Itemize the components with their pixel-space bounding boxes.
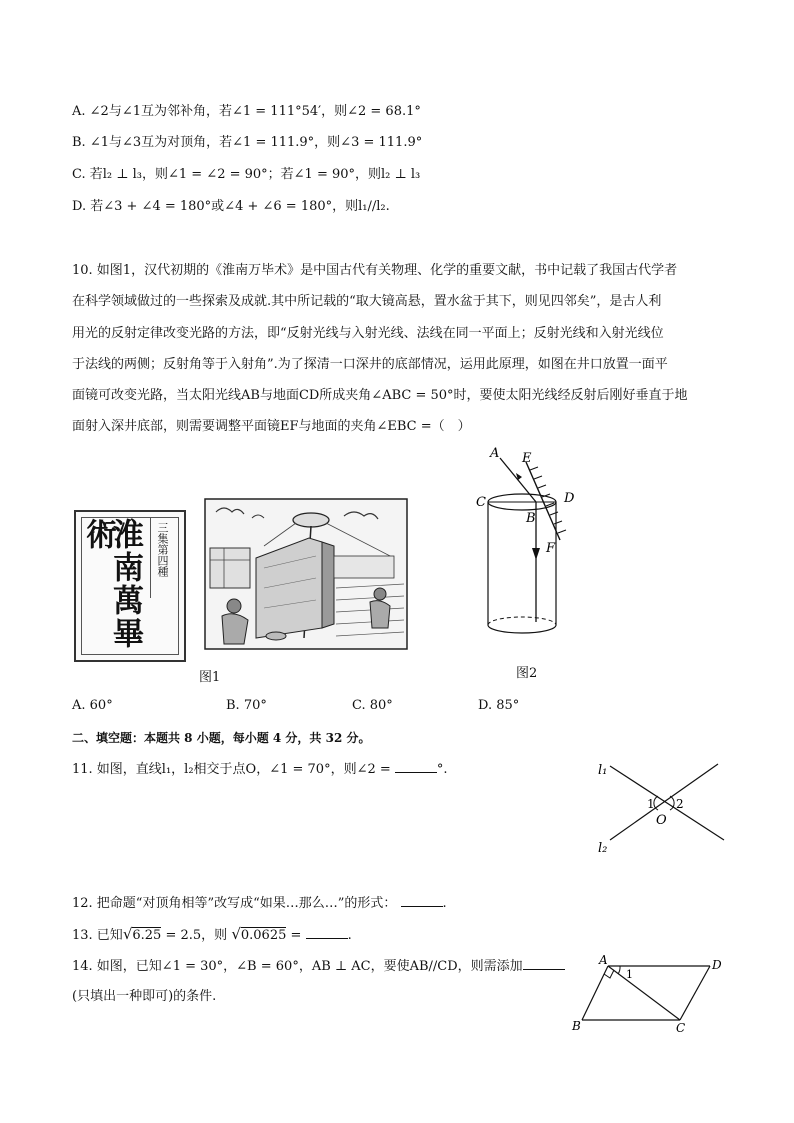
label-b: B xyxy=(572,1019,581,1033)
book-cover-image xyxy=(74,510,186,662)
q14-line-1 xyxy=(72,957,565,976)
q12-text xyxy=(72,894,447,913)
q10-option-d: D. 85° xyxy=(478,698,520,713)
q9-option-a: A. ∠2与∠1互为邻补角，若∠1 = 111°54′，则∠2 = 68.1° xyxy=(72,104,421,119)
intersecting-lines-diagram xyxy=(592,758,732,856)
label-a: A xyxy=(599,953,608,967)
q11-text xyxy=(72,760,448,779)
radicand-1: 6.25 xyxy=(132,928,162,943)
q11-answer-blank[interactable] xyxy=(395,760,437,773)
q10-line-6: 面射入深井底部，则需要调整平面镜EF与地面的夹角∠EBC =（ ） xyxy=(72,419,471,434)
q12-answer-blank[interactable] xyxy=(401,894,443,907)
q11-text-after: °. xyxy=(436,762,448,777)
well-mirror-diagram xyxy=(470,440,590,645)
label-angle-1: 1 xyxy=(626,968,633,981)
book-title: 淮南萬畢術 xyxy=(80,518,143,650)
q10-line-2: 在科学领域做过的一些探索及成就.其中所记载的“取大镜高悬，置水盆于其下，则见四邻矣”，是古人利 xyxy=(72,294,662,309)
fig2-caption: 图2 xyxy=(516,666,538,681)
parallelogram-diagram xyxy=(566,952,736,1036)
ancient-mirror-illustration xyxy=(204,498,408,650)
label-e: E xyxy=(522,451,532,466)
q10-line-4: 于法线的两侧；反射角等于入射角”.为了探清一口深井的底部情况，运用此原理，如图在井口放置一面平 xyxy=(72,357,668,372)
q9-option-c: C. 若l₂ ⊥ l₃，则∠1 = ∠2 = 90°；若∠1 = 90°，则l₂ ⊥ l₃ xyxy=(72,167,421,182)
q12-text-before: 12. 把命题“对顶角相等”改写成“如果…那么…”的形式： xyxy=(72,896,397,911)
sqrt-sign-2: √ xyxy=(231,925,241,943)
label-l2: l₂ xyxy=(598,841,608,856)
q13-text-before: 13. 已知 xyxy=(72,928,123,943)
q14-text-1: 14. 如图，已知∠1 = 30°，∠B = 60°，AB ⊥ AC，要使AB//CD，则需添加 xyxy=(72,959,523,974)
q11-text-before: 11. 如图，直线l₁，l₂相交于点O，∠1 = 70°，则∠2 = xyxy=(72,762,391,777)
label-d: D xyxy=(712,958,722,972)
label-c: C xyxy=(476,495,486,510)
q13-mid: = 2.5，则 xyxy=(165,928,228,943)
q9-option-d: D. 若∠3 + ∠4 = 180°或∠4 + ∠6 = 180°，则l₁//l₂. xyxy=(72,199,390,214)
q10-option-b: B. 70° xyxy=(226,698,267,713)
q10-line-1: 10. 如图1，汉代初期的《淮南万毕术》是中国古代有关物理、化学的重要文献，书中记载了我国古代学者 xyxy=(72,263,678,278)
q14-line-2: (只填出一种即可)的条件. xyxy=(72,989,217,1004)
label-b: B xyxy=(526,511,536,526)
q10-option-a: A. 60° xyxy=(72,698,113,713)
q10-line-5: 面镜可改变光路，当太阳光线AB与地面CD所成夹角∠ABC = 50°时，要使太阳光线经反射后刚好垂直于地 xyxy=(72,388,688,403)
book-subtitle: 三集第四種 xyxy=(156,522,169,577)
label-c: C xyxy=(676,1021,686,1035)
label-d: D xyxy=(564,491,575,506)
label-angle-2: 2 xyxy=(676,797,684,811)
sqrt-sign-1: √ xyxy=(122,925,133,943)
label-a: A xyxy=(490,446,500,461)
q12-text-after: . xyxy=(442,896,447,911)
q13-text: 13. 已知√6.25 = 2.5，则 √0.0625 = . xyxy=(72,925,352,943)
radicand-2: 0.0625 xyxy=(240,928,287,943)
label-o: O xyxy=(656,813,667,828)
fig1-caption: 图1 xyxy=(199,670,221,685)
q13-answer-blank[interactable] xyxy=(306,926,348,939)
section-2-heading: 二、填空题：本题共 8 小题，每小题 4 分，共 32 分。 xyxy=(72,731,371,745)
label-angle-1: 1 xyxy=(647,797,655,811)
q10-line-3: 用光的反射定律改变光路的方法，即“反射光线与入射光线、法线在同一平面上；反射光线和入射光线位 xyxy=(72,326,664,341)
q9-option-b: B. ∠1与∠3互为对顶角，若∠1 = 111.9°，则∠3 = 111.9° xyxy=(72,135,423,150)
q14-answer-blank[interactable] xyxy=(523,957,565,970)
label-l1: l₁ xyxy=(598,763,608,778)
label-f: F xyxy=(546,541,556,556)
q10-option-c: C. 80° xyxy=(352,698,393,713)
q13-text-after: = xyxy=(290,928,302,943)
